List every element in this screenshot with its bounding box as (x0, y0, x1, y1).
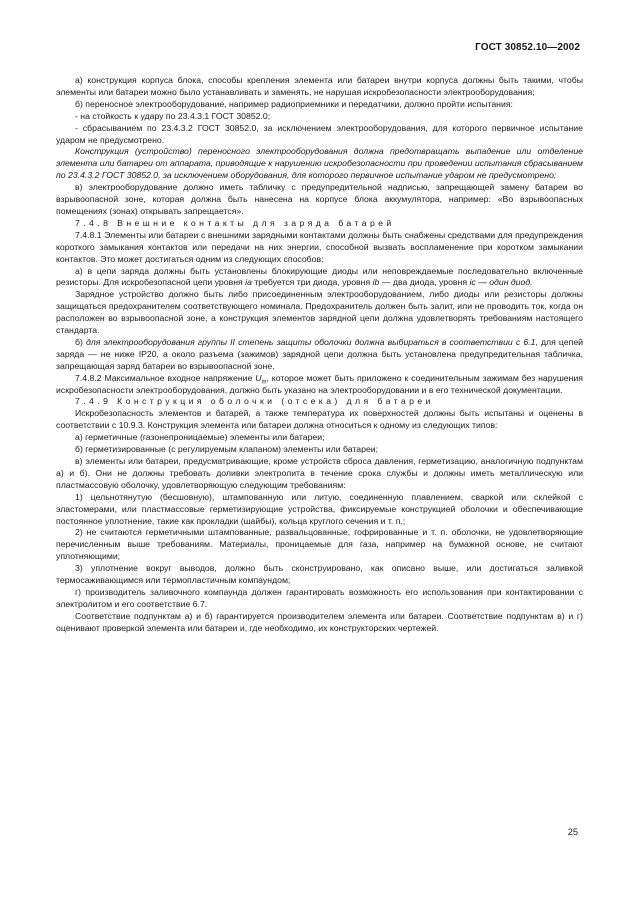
body-paragraph: а) в цепи заряда должны быть установлены блокирующие диоды или неповреждаемые последовательно включенные резисторы. Для искробезопасной цепи уровня ia требуется три диода, уровня ib — два диода, уровня ic — один диод. (56, 265, 583, 288)
body-paragraph: б) переносное электрооборудование, например радиоприемники и передатчики, должно пройти испытания: (75, 98, 513, 109)
body-paragraph: 1) цельнотянутую (бесшовную), штампованную или литую, соединенную плавлением, сваркой или склейкой с эластомерами, или пластмассовые герметизирующие устройства, фиксируемые конструкцией оболочки и обеспечивающие постоянное уплотнение, такие как прокладки (шайбы), кольца круглого сечения и т. п.; (56, 491, 583, 526)
page-number: 25 (567, 827, 578, 837)
body-paragraph: Искробезопасность элементов и батарей, а также температура их поверхностей должны быть испытаны и оценены в соответствии с 10.9.3. Конструкция элемента или батареи должна относиться к одному из следующих типов: (56, 408, 583, 431)
body-paragraph: г) производитель заливочного компаунда должен гарантировать возможность его использования при контактировании с электролитом и его соответствие 6.7. (56, 586, 583, 609)
body-paragraph: 2) не считаются герметичными штампованные, развальцованные, гофрированные и т. п. оболочки, не удовлетворяющие перечисленным выше требованиям. Материалы, проницаемые для газа, например на бумажной основе, не считают уплотняющими; (56, 527, 583, 562)
body-paragraph: 7.4.8.1 Элементы или батареи с внешними зарядными контактами должны быть снабжены средствами для предупреждения короткого замыкания контактов или передачи на них энергии, способной вызвать воспламенение при коротком замыкании контактов. Это может достигаться одним из следующих способов: (56, 229, 583, 264)
body-paragraph: б) для электрооборудования группы II степень защиты оболочки должна выбираться в соответствии с 6.1, для цепей заряда — не ниже IP20, а около разъема (зажимов) зарядной цепи должна быть установлена предупредительная табличка, запрещающая заряд батареи во взрывоопасной зоне. (56, 336, 584, 371)
body-paragraph: в) электрооборудование должно иметь табличку с предупредительной надписью, запрещающей замену батареи во взрывоопасной зоне, которая должна быть нанесена на корпусе блока аккумулятора, например: «Во взрывоопасных помещениях (зонах) открывать запрещается». (56, 182, 583, 216)
standard-designation: ГОСТ 30852.10—2002 (475, 42, 580, 53)
body-paragraph: б) герметизированные (с регулируемым клапаном) элементы или батареи; (75, 444, 379, 455)
section-heading: 7.4.8 Внешние контакты для заряда батарей (75, 217, 395, 228)
body-paragraph: - сбрасыванием по 23.4.3.2 ГОСТ 30852.0, за исключением электрооборудования, для которого первичное испытание ударом не предусмотрено. (56, 122, 583, 145)
body-paragraph: - на стойкость к удару по 23.4.3.1 ГОСТ 30852.0; (75, 110, 271, 121)
body-paragraph: а) конструкция корпуса блока, способы крепления элемента или батареи внутри корпуса должны быть такими, чтобы элементы или батареи можно было устанавливать и заменять, не нарушая искробезопасности электрооборудования; (56, 75, 583, 97)
body-paragraph: а) герметичные (газонепроницаемые) элементы или батареи; (75, 432, 325, 443)
body-paragraph: Конструкция (устройство) переносного электрооборудования должна предотвращать выпадение или отделение элемента или батареи от аппарата, приводящие к нарушению искробезопасности при проведении испытания сбрасыванием по 23.4.3.2 ГОСТ 30852.0, за исключением оборудования, для которого первичное испытание ударом не предусмотрено; (56, 146, 583, 181)
document-body (56, 75, 583, 635)
section-heading: 7.4.9 Конструкция оболочки (отсека) для батареи (75, 396, 434, 407)
body-paragraph: в) элементы или батареи, предусматривающие, кроме устройств сброса давления, герметизацию, аналогичную подпунктам а) и б). Они не должны требовать доливки электролита в течение срока службы и должны иметь металлическую или пластмассовую оболочку, удовлетворяющую следующим требованиям: (56, 456, 583, 490)
body-paragraph: 7.4.8.2 Максимальное входное напряжение $U_m$, которое может быть приложено к соединительным зажимам без нарушения искробезопасности электрооборудования, должно быть указано на электрооборудовании и в его технической документации. (56, 372, 583, 395)
body-paragraph: Зарядное устройство должно быть либо присоединенным электрооборудованием, либо диоды или резисторы должны защищаться предохранителем соответствующего номинала. Предохранитель должен быть залит, или не проводить ток, когда он расположен во взрывоопасной зоне, а конструкция элементов зарядной цепи должна удовлетворять требованиям настоящего стандарта. (56, 289, 583, 336)
body-paragraph: 3) уплотнение вокруг выводов, должно быть сконструировано, как описано выше, или достигаться заливкой термосаживающимся или термопластичным компаундом; (56, 563, 583, 586)
body-paragraph: Соответствие подпунктам а) и б) гарантируется производителем элемента или батареи. Соответствие подпунктам в) и г) оценивают проверкой элемента или батареи и, где необходимо, их конструкторских чертежей. (56, 610, 583, 633)
